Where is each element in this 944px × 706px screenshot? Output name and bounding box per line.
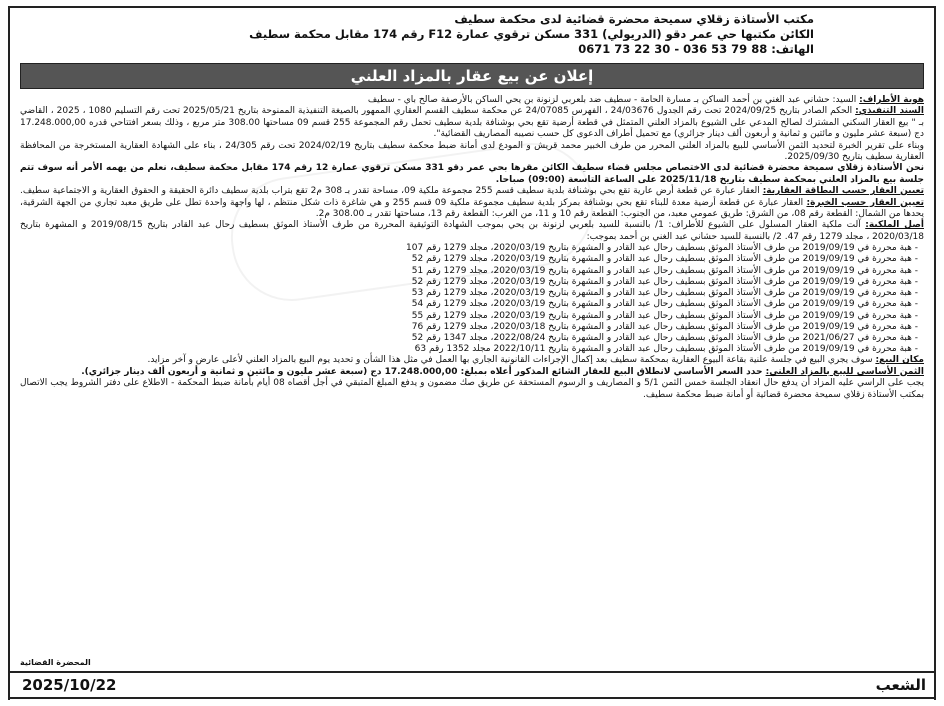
list-item: - هبة محررة في 2019/09/19 من طرف الأستاذ الموثق بسطيف رحال عبد القادر و المشهرة بتاريخ 2020/03/19، مجلد 1279 رقم 53 — [411, 288, 918, 299]
expert-paragraph: وبناء على تقرير الخبرة لتحديد الثمن الأساسي للبيع بالمزاد العلني المحرر من طرف الخبير محمد قريش و المودع لدى أمانة ضبط محكمة سطيف بتاريخ 2024/02/19 تحت رقم 24/305 ، بناء على الشهادة العقارية المستخرجة من المحافظة العقارية سطيف بتاريخ 2025/09/30. — [20, 140, 925, 163]
list-item: - هبة محررة في 2019/09/19 من طرف الأستاذ الموثق بسطيف رحال عبد القادر و المشهرة بتاريخ 2020/03/19، مجلد 1279 رقم 54 — [411, 299, 918, 310]
list-item: - هبة محررة في 2019/09/19 من طرف الأستاذ الموثق بسطيف رحال عبد القادر و المشهرة بتاريخ 2022/10/11 مجلد 1352 رقم 63 — [414, 344, 918, 355]
exec-text: الحكم الصادر بتاريخ 2024/09/25 تحت رقم الجدول 24/03676 ، الفهرس 24/07085 عن محكمة سطيف القسم العقاري الممهور بالصيغة التنفيذية الممنوحة بتاريخ 2025/05/21 تحت رقم التسليم 1080 ، 2025 ، القاضي بـ " بيع العقار السكني المشترك لصالح المدعي على الشيوع بالمزاد العلني المتمثل في قطعة أرضية تقع بحي بوشنافة بلدية سطيف تحمل رقم المجموعة 255 قسم 09 مساحتها 308.00 متر مربع ، وذلك بسعر افتتاحي قدره 17.248.000,00 دج (سبعة عشر مليون و مائتين و ثمانية و أربعون ألف دينار جزائري) مع تحميل أطراف الدعوى كل حسب نصيبه المصاريف القضائية". — [20, 106, 924, 140]
designation-text-2: العقار عبارة عن قطعة أرضية معدة للبناء تقع بحي بوشنافة بمركز بلدية سطيف مجموعة ملكية 09 قسم 255 و هي شاغرة ذات شكل منتظم ، لها واجهة واحدة تطل على طريق معبد تجاري من الجهة الشرقية، يحدها من الشمال: القطعة رقم 08، من الشرق: طريق عمومي معبد، من الجنوب: القطعة رقم 10 و 11، من الغرب: القطعة رقم 13، مساحتها تقدر بـ 308.00 م2. — [20, 197, 924, 220]
signature: المحضرة القضائية — [20, 658, 91, 667]
origin-paragraph — [20, 220, 924, 243]
office-header — [20, 12, 924, 57]
list-item: - هبة محررة في 2019/09/19 من طرف الأستاذ الموثق بسطيف رحال عبد القادر و المشهرة بتاريخ 2020/03/19، مجلد 1279 رقم 51 — [411, 265, 918, 276]
place-text: سوف يجري البيع في جلسة علنية بقاعة البيوع العقارية بمحكمة سطيف بعد إكمال الإجراءات القانونية الجاري بها العمل في مثل هذا الشأن و تحديد يوم البيع بالمزاد العلني لأعلى عارض و آخر مزايد. — [147, 355, 873, 366]
place-label: مكان البيع: — [875, 355, 924, 366]
parties-paragraph — [20, 95, 924, 106]
newspaper-name: الشعب — [875, 676, 926, 694]
designation-label: تعيين العقار حسب البطاقة العقارية: — [762, 186, 924, 197]
office-name: مكتب الأستاذة زقلاي سميحة محضرة قضائية لدى محكمة سطيف — [454, 12, 814, 26]
deeds-list — [20, 243, 924, 355]
price-text: حدد السعر الأساسي لانطلاق البيع للعقار الشائع المذكور أعلاه بمبلغ: 17.248.000,00 دج (سبعة عشر مليون و مائتين و ثمانية و أربعون ألف دينار جزائري). — [81, 366, 763, 377]
origin-label: أصل الملكية: — [865, 220, 924, 231]
notice-paragraph: نحن الأستاذة زقلاي سميحة محضرة قضائية لدى الاختصاص مجلس قضاء سطيف الكائن مقرها بحي عمر دقو 331 مسكن ترقوي عمارة 12 رقم 174 مقابل محكمة سطيف، نعلم من يهمه الأمر أنه سوف تتم جلسة بيع بالمزاد العلني بمحكمة سطيف بتاريخ 2025/11/18 على الساعة التاسعة (09:00) صباحا. — [20, 163, 924, 185]
list-item: - هبة محررة في 2019/09/19 من طرف الأستاذ الموثق بسطيف رحال عبد القادر و المشهرة بتاريخ 2020/03/19، مجلد 1279 رقم 52 — [411, 276, 918, 287]
announcement-title: إعلان عن بيع عقار بالمزاد العلني — [20, 63, 924, 89]
closing-paragraph: يجب على الراسي عليه المزاد أن يدفع حال انعقاد الجلسة خمس الثمن 5/1 و المصاريف و الرسوم المستحقة عن طريق صك مضمون و يدفع المبلغ المتبقي في أجل أقصاه 08 أيام بأمانة ضبط المحكمة - الاطلاع على دفتر الشروط يجب الاتصال بمكتب الأستاذة زقلاي سميحة محضرة قضائية أو أمانة ضبط محكمة سطيف. — [20, 378, 924, 400]
list-item: - هبة محررة في 2019/09/19 من طرف الأستاذ الموثق بسطيف رحال عبد القادر و المشهرة بتاريخ 2020/03/19، مجلد 1279 رقم 52 — [411, 254, 918, 265]
newspaper-footer — [8, 671, 936, 699]
parties-label: هوية الأطراف: — [859, 95, 924, 105]
announcement-page — [8, 6, 936, 700]
list-item: - هبة محررة في 2019/09/19 من طرف الأستاذ الموثق بسطيف رحال عبد القادر و المشهرة بتاريخ 2020/03/19، مجلد 1279 رقم 107 — [406, 243, 918, 254]
announcement-body — [20, 95, 924, 401]
publication-date: 2025/10/22 — [22, 676, 117, 694]
designation-paragraph — [20, 186, 924, 220]
exec-paragraph — [20, 106, 924, 140]
price-label: الثمن الأساسي للبيع بالمزاد العلني: — [765, 366, 924, 377]
exec-label: السند التنفيذي: — [855, 106, 924, 117]
origin-text: آلت ملكية العقار المسلول على الشيوع للأطراف: 1/ بالنسبة للسيد بلعربي لزنونة بن يحي بموجب الشهادة التوثيقية المحررة من طرف الأستاذ الموثق بسطيف رحال عبد القادر بتاريخ 2019/08/15 و المشهرة بتاريخ 2020/03/18 ، مجلد 1279 رقم 47. 2/ بالنسبة للسيد حشاني عبد الغني بن أحمد بموجب: — [20, 220, 924, 242]
parties-text: السيد: حشاني عبد الغني بن أحمد الساكن بـ مسارة الحامة - سطيف ضد بلعربي لزنونة بن يحي الساكن بالأرصفة صالح باي - سطيف — [367, 95, 857, 105]
office-address: الكائن مكتبها حي عمر دقو (الدريولي) 331 مسكن ترقوي عمارة F12 رقم 174 مقابل محكمة سطيف — [249, 27, 814, 41]
list-item: - هبة محررة في 2019/09/19 من طرف الأستاذ الموثق بسطيف رحال عبد القادر و المشهرة بتاريخ 2020/03/19، مجلد 1279 رقم 55 — [411, 310, 918, 321]
designation-text: العقار عبارة عن قطعة أرض عارية تقع بحي بوشنافة بلدية سطيف قسم 255 مجموعة ملكية 09، مساحة تقدر بـ 308 م2 تقع بتراب بلدية سطيف دائرة الحقيقة و الحقوق العقارية و الاجتماعية سطيف. — [20, 186, 760, 197]
price-paragraph — [20, 367, 924, 378]
place-paragraph — [20, 355, 924, 366]
list-item: - هبة محررة في 2021/06/27 من طرف الأستاذ الموثق بسطيف رحال عبد القادر و المشهرة بتاريخ 2022/08/24، مجلد 1347 رقم 52 — [411, 332, 918, 343]
designation-label-2: تعيين العقار حسب الخبرة: — [806, 197, 924, 208]
office-phone: الهاتف: 88 79 53 036 - 30 22 73 0671 — [578, 42, 814, 56]
list-item: - هبة محررة في 2019/09/19 من طرف الأستاذ الموثق بسطيف رحال عبد القادر و المشهرة بتاريخ 2020/03/18، مجلد 1279 رقم 76 — [411, 321, 918, 332]
